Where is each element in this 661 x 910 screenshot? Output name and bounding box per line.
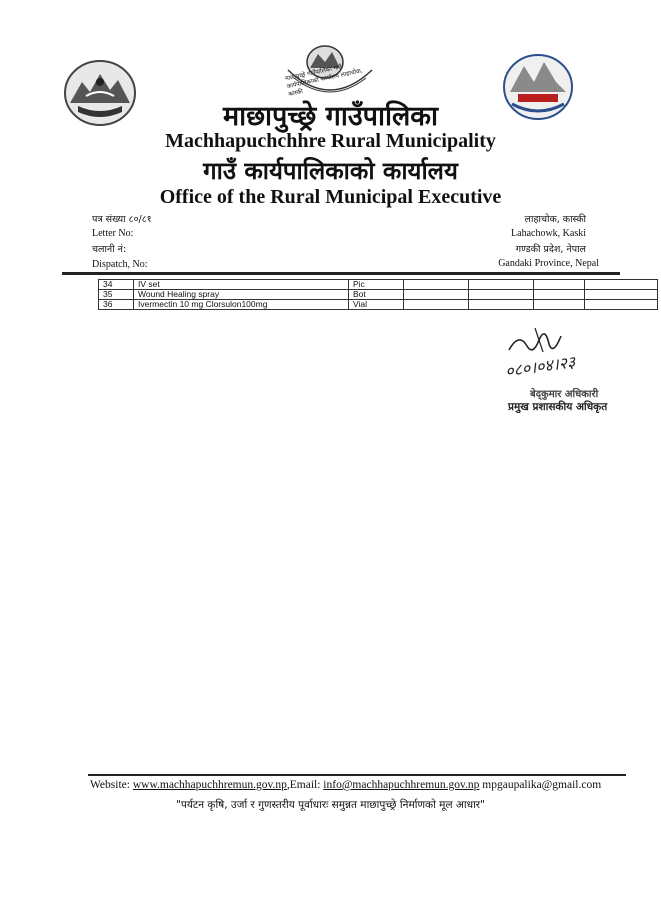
seal-text: माछापुच्छ्रे गाउँपालिका गाउँ कार्यपालिकाको कार्यालय लाहाचोक, कास्की	[284, 63, 364, 99]
address-line-nepali-1: लाहाचोक, कास्की	[524, 214, 586, 225]
website-link[interactable]: www.machhapuchhremun.gov.np	[132, 779, 287, 791]
item-name: Wound Healing spray	[134, 290, 349, 300]
item-cell	[469, 290, 534, 300]
signature-date: ०८०।०४।२३	[504, 352, 577, 381]
footer-contact-line: Website: www.machhapuchhremun.gov.np,Email: info@machhapuchhremun.gov.np mpgaupalika@gmail.com	[90, 779, 602, 791]
item-cell	[534, 280, 585, 290]
item-cell	[404, 300, 469, 310]
email-label: Email:	[289, 779, 321, 791]
office-title-english: Office of the Rural Municipal Executive	[159, 186, 502, 208]
table-row	[99, 300, 658, 310]
table-row	[99, 280, 658, 290]
signatory-designation: प्रमुख प्रशासकीय अधिकृत	[508, 401, 608, 413]
item-cell	[404, 290, 469, 300]
items-table	[98, 279, 658, 310]
footer-divider	[88, 774, 626, 776]
item-serial: 35	[99, 290, 134, 300]
item-cell	[585, 290, 658, 300]
address-line-nepali-2: गण्डकी प्रदेश, नेपाल	[515, 244, 586, 255]
email-link-gmail[interactable]: mpgaupalika@gmail.com	[482, 779, 602, 791]
item-name: Ivermectin 10 mg Clorsulon100mg	[134, 300, 349, 310]
item-cell	[469, 280, 534, 290]
item-cell	[585, 300, 658, 310]
item-name: IV set	[134, 280, 349, 290]
item-unit: Pic	[349, 280, 404, 290]
address-line-english-2: Gandaki Province, Nepal	[498, 258, 599, 269]
municipality-title-nepali: माछापुच्छ्रे गाउँपालिका	[222, 101, 438, 132]
item-unit: Vial	[349, 300, 404, 310]
item-serial: 34	[99, 280, 134, 290]
dispatch-number-nepali: चलानी नं:	[92, 244, 127, 255]
item-cell	[585, 280, 658, 290]
table-row	[99, 290, 658, 300]
address-line-english-1: Lahachowk, Kaski	[511, 228, 586, 239]
footer-motto: "पर्यटन कृषि, उर्जा र गुणस्तरीय पूर्वाधारः समुन्नत माछापुच्छ्रे निर्माणको मूल आधार"	[176, 799, 485, 811]
letter-number-label: Letter No:	[92, 228, 134, 239]
item-cell	[469, 300, 534, 310]
office-title-nepali: गाउँ कार्यपालिकाको कार्यालय	[203, 157, 458, 185]
item-cell	[534, 300, 585, 310]
item-serial: 36	[99, 300, 134, 310]
signatory-name: बेद्कुमार अधिकारी	[530, 389, 599, 400]
letter-number-nepali: पत्र संख्या ८०/८१	[92, 214, 152, 225]
item-cell	[404, 280, 469, 290]
header-divider	[62, 272, 620, 275]
email-link-info[interactable]: info@machhapuchhremun.gov.np	[323, 779, 480, 791]
item-cell	[534, 290, 585, 300]
item-unit: Bot	[349, 290, 404, 300]
website-label: Website:	[90, 779, 130, 791]
dispatch-number-label: Dispatch, No:	[92, 259, 148, 270]
municipality-title-english: Machhapuchchhre Rural Municipality	[165, 130, 496, 152]
municipality-seal-logo	[280, 40, 380, 102]
